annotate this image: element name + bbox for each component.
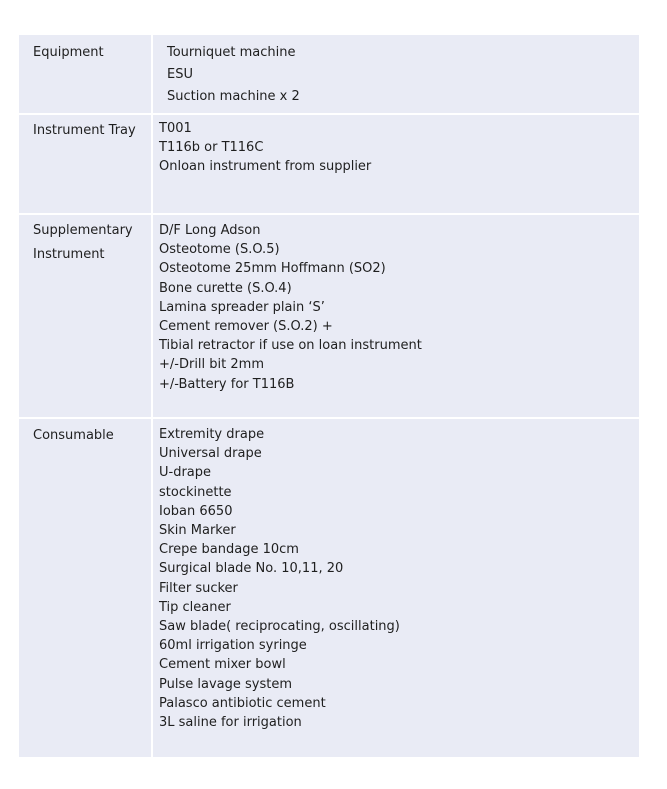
list-item: +/-Battery for T116B	[159, 376, 295, 392]
list-item: Suction machine x 2	[167, 89, 300, 104]
list-item: T001	[159, 121, 192, 136]
list-item: stockinette	[159, 484, 232, 500]
list-item: D/F Long Adson	[159, 223, 261, 238]
list-item: Skin Marker	[159, 523, 236, 539]
list-item: Universal drape	[159, 446, 262, 462]
instrument-tray-list	[159, 119, 371, 177]
list-item: Osteotome 25mm Hoffmann (SO2)	[159, 261, 386, 277]
list-item: T116b or T116C	[159, 140, 264, 156]
list-item: Osteotome (S.O.5)	[159, 242, 280, 258]
list-item: ESU	[167, 67, 193, 82]
list-item: Surgical blade No. 10,11, 20	[159, 561, 344, 577]
table-row-equipment	[19, 35, 639, 113]
list-item: Ioban 6650	[159, 503, 233, 519]
row-label-line: Supplementary	[33, 223, 133, 238]
list-item: Palasco antibiotic cement	[159, 695, 326, 711]
list-item: Filter sucker	[159, 580, 238, 596]
list-item: Saw blade( reciprocating, oscillating)	[159, 619, 400, 635]
list-item: Cement mixer bowl	[159, 657, 286, 673]
row-label-equipment: Equipment	[33, 45, 104, 60]
list-item: Tibial retractor if use on loan instrument	[159, 338, 422, 354]
list-item: Pulse lavage system	[159, 676, 292, 692]
row-label-supplementary-instrument	[33, 219, 133, 267]
list-item: Lamina spreader plain ‘S’	[159, 299, 325, 315]
table-row-supplementary-instrument	[19, 215, 639, 417]
consumable-list	[159, 425, 400, 732]
table-row-consumable	[19, 419, 639, 757]
equipment-list	[167, 42, 300, 108]
list-item: 60ml irrigation syringe	[159, 638, 307, 654]
list-item: Bone curette (S.O.4)	[159, 280, 292, 296]
list-item: Onloan instrument from supplier	[159, 159, 372, 175]
list-item: Crepe bandage 10cm	[159, 542, 299, 558]
list-item: Extremity drape	[159, 427, 265, 442]
supplementary-instrument-list	[159, 221, 422, 394]
list-item: Tourniquet machine	[167, 45, 296, 60]
list-item: Tip cleaner	[159, 599, 231, 615]
equipment-checklist-table	[19, 35, 639, 757]
list-item: +/-Drill bit 2mm	[159, 357, 264, 373]
row-label-consumable: Consumable	[33, 428, 114, 443]
row-label-instrument-tray: Instrument Tray	[33, 123, 136, 138]
row-label-line: Instrument	[33, 247, 105, 262]
table-row-instrument-tray	[19, 115, 639, 213]
list-item: Cement remover (S.O.2) +	[159, 319, 333, 335]
list-item: 3L saline for irrigation	[159, 715, 302, 731]
list-item: U-drape	[159, 465, 212, 481]
